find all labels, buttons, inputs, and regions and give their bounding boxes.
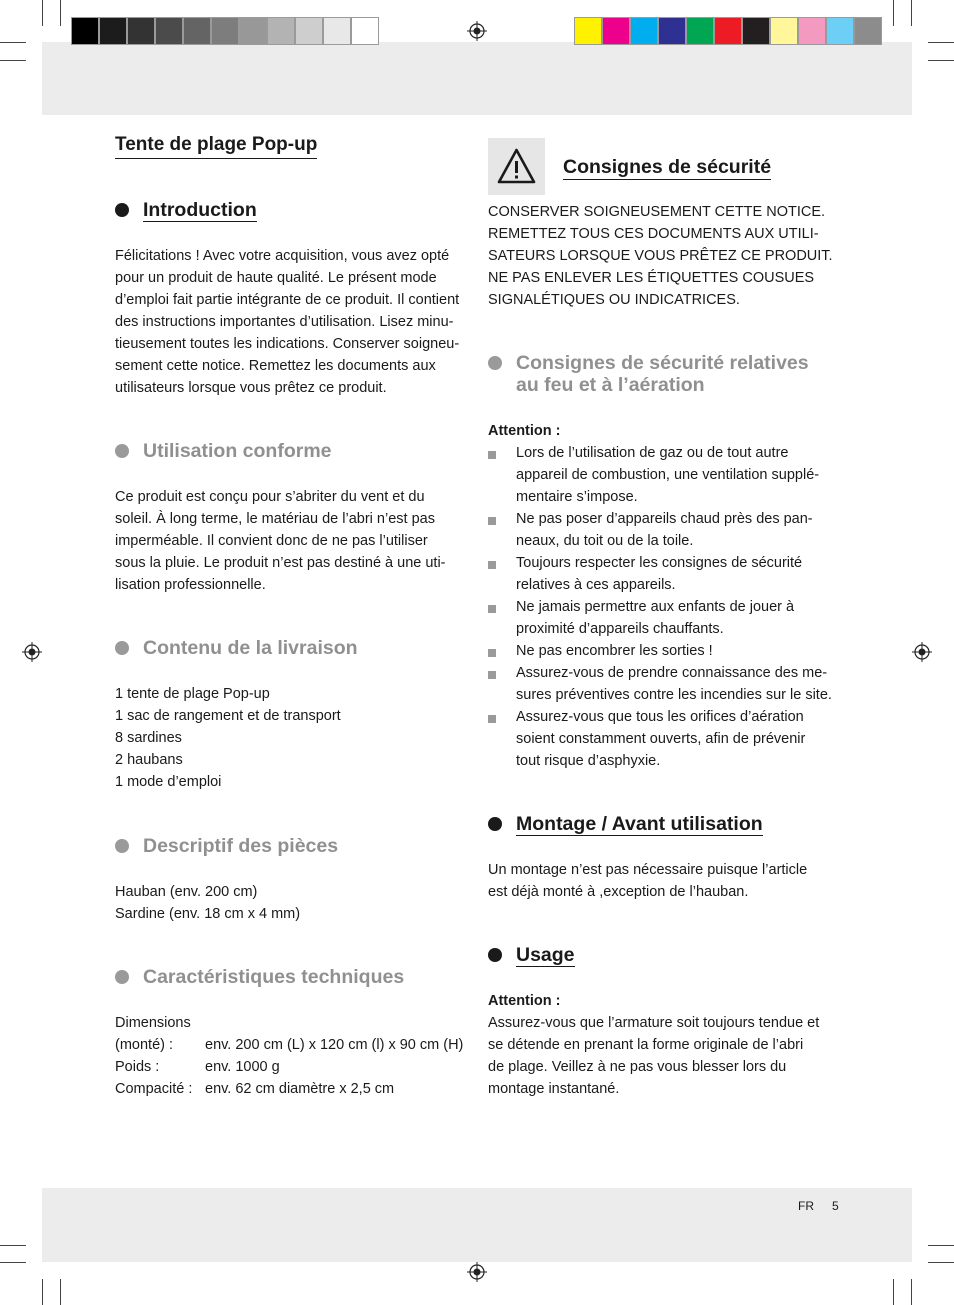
bullet-line: Ne pas encombrer les sorties ! — [516, 643, 713, 659]
bullet-line: appareil de combustion, une ventilation supplé- — [516, 467, 820, 483]
bullet-dot-icon — [488, 948, 502, 962]
color-swatch — [714, 17, 742, 45]
page-number: 5 — [832, 1199, 839, 1213]
process-color-bar — [574, 17, 882, 46]
text-line: lisation professionnelle. — [115, 577, 266, 593]
crop-mark — [893, 0, 894, 26]
text-line: SATEURS LORSQUE VOUS PRÊTEZ CE PRODUIT. — [488, 248, 833, 264]
bullet-line: Assurez-vous de prendre connaissance des me- — [516, 665, 828, 681]
bullet-line: Toujours respecter les consignes de sécurité — [516, 555, 803, 571]
color-swatch — [630, 17, 658, 45]
color-swatch — [854, 17, 882, 45]
bullet-item — [488, 706, 848, 772]
fire-safety-list — [488, 442, 848, 772]
text-line: REMETTEZ TOUS CES DOCUMENTS AUX UTILI- — [488, 226, 819, 242]
bullet-dot-icon — [488, 356, 502, 370]
text-line: utilisateurs lorsque vous prêtez ce produit. — [115, 380, 387, 396]
color-swatch — [602, 17, 630, 45]
bullet-item — [488, 508, 848, 552]
color-swatch — [770, 17, 798, 45]
specs-row — [115, 1056, 475, 1078]
gray-swatch — [323, 17, 351, 45]
square-bullet-icon — [488, 715, 496, 723]
crop-mark — [928, 1245, 954, 1246]
section-heading-utilisation — [115, 440, 332, 462]
crop-mark — [0, 1262, 26, 1263]
section-heading-montage — [488, 813, 763, 836]
gray-color-bar — [71, 17, 379, 46]
bullet-item — [488, 596, 848, 640]
bullet-dot-icon — [488, 817, 502, 831]
footer-band — [42, 1188, 912, 1262]
list-item: 1 sac de rangement et de transport — [115, 708, 341, 724]
gray-swatch — [155, 17, 183, 45]
crop-mark — [911, 0, 912, 26]
bullet-dot-icon — [115, 641, 129, 655]
bullet-dot-icon — [115, 970, 129, 984]
safety-notice-text — [488, 201, 848, 311]
square-bullet-icon — [488, 561, 496, 569]
heading-line: Consignes de sécurité relatives — [516, 352, 809, 374]
bullet-line: Assurez-vous que tous les orifices d’aération — [516, 709, 804, 725]
color-swatch — [742, 17, 770, 45]
crop-mark — [928, 60, 954, 61]
text-line: est déjà monté à ,exception de l’hauban. — [488, 884, 749, 900]
list-item: 8 sardines — [115, 730, 182, 746]
square-bullet-icon — [488, 517, 496, 525]
gray-swatch — [295, 17, 323, 45]
text-line: montage instantané. — [488, 1081, 620, 1097]
gray-swatch — [211, 17, 239, 45]
text-line: Ce produit est conçu pour s’abriter du vent et du — [115, 489, 425, 505]
square-bullet-icon — [488, 451, 496, 459]
section-heading-usage — [488, 944, 575, 967]
text-line: NE PAS ENLEVER LES ÉTIQUETTES COUSUES — [488, 270, 815, 286]
section-heading-contenu — [115, 637, 358, 659]
bullet-line: Ne jamais permettre aux enfants de jouer à — [516, 599, 795, 615]
document-title: Tente de plage Pop-up — [115, 132, 317, 159]
crop-mark — [42, 0, 43, 26]
text-line: Assurez-vous que l’armature soit toujours tendue et — [488, 1015, 820, 1031]
bullet-item — [488, 442, 848, 508]
crop-mark — [0, 60, 26, 61]
text-line: se détende en prenant la forme originale de l’abri — [488, 1037, 804, 1053]
crop-mark — [60, 1279, 61, 1305]
registration-mark-icon — [467, 1262, 487, 1282]
spec-value: env. 62 cm diamètre x 2,5 cm — [205, 1081, 395, 1097]
contenu-list — [115, 683, 467, 793]
color-swatch — [826, 17, 854, 45]
specs-row — [115, 1034, 475, 1056]
bullet-line: soient constamment ouverts, afin de prévenir — [516, 731, 806, 747]
text-line: CONSERVER SOIGNEUSEMENT CETTE NOTICE. — [488, 204, 826, 220]
registration-mark-icon — [912, 642, 932, 662]
heading-text: Caractéristiques techniques — [143, 966, 405, 988]
text-line: Un montage n’est pas nécessaire puisque l’article — [488, 862, 808, 878]
heading-text: Introduction — [143, 199, 257, 221]
text-line: SIGNALÉTIQUES OU INDICATRICES. — [488, 292, 740, 308]
gray-swatch — [99, 17, 127, 45]
gray-swatch — [127, 17, 155, 45]
language-code: FR — [798, 1199, 814, 1213]
introduction-text — [115, 245, 467, 399]
text-line: pour un produit de haute qualité. Le présent mode — [115, 270, 437, 286]
utilisation-text — [115, 486, 467, 596]
registration-mark-icon — [22, 642, 42, 662]
bullet-line: sures préventives contre les incendies sur le site. — [516, 687, 832, 703]
bullet-item — [488, 640, 848, 662]
bullet-dot-icon — [115, 444, 129, 458]
bullet-line: proximité d’appareils chauffants. — [516, 621, 724, 637]
bullet-item — [488, 662, 848, 706]
text-line: tieusement toutes les indications. Conserver soigneu- — [115, 336, 460, 352]
square-bullet-icon — [488, 671, 496, 679]
text-line: imperméable. Il convient donc de ne pas l’utiliser — [115, 533, 428, 549]
bullet-dot-icon — [115, 203, 129, 217]
heading-line: au feu et à l’aération — [516, 374, 705, 396]
header-band — [42, 42, 912, 115]
montage-text — [488, 859, 848, 903]
list-item: 1 tente de plage Pop-up — [115, 686, 270, 702]
spec-value: env. 200 cm (L) x 120 cm (l) x 90 cm (H) — [205, 1037, 464, 1053]
registration-mark-icon — [467, 21, 487, 41]
specs-row — [115, 1078, 475, 1100]
warning-icon-box — [488, 138, 545, 195]
bullet-line: tout risque d’asphyxie. — [516, 753, 661, 769]
crop-mark — [42, 1279, 43, 1305]
heading-text: Contenu de la livraison — [143, 637, 358, 659]
color-swatch — [574, 17, 602, 45]
gray-swatch — [267, 17, 295, 45]
color-swatch — [798, 17, 826, 45]
section-heading-caracteristiques — [115, 966, 404, 988]
safety-heading: Consignes de sécurité — [563, 156, 772, 178]
list-item: 2 haubans — [115, 752, 183, 768]
bullet-line: mentaire s’impose. — [516, 489, 638, 505]
heading-text: Descriptif des pièces — [143, 835, 339, 857]
list-item: 1 mode d’emploi — [115, 774, 222, 790]
text-line: soleil. À long terme, le matériau de l’abri n’est pas — [115, 511, 435, 527]
descriptif-list — [115, 881, 467, 925]
spec-key: Compacité : — [115, 1081, 193, 1097]
text-line: Félicitations ! Avec votre acquisition, vous avez opté — [115, 248, 450, 264]
spec-key: (monté) : — [115, 1037, 174, 1053]
bullet-dot-icon — [115, 839, 129, 853]
color-swatch — [686, 17, 714, 45]
heading-text: Usage — [516, 944, 575, 966]
crop-mark — [893, 1279, 894, 1305]
specs-dimensions-label: Dimensions — [115, 1015, 191, 1031]
attention-label: Attention : — [488, 423, 561, 439]
text-line: sement cette notice. Remettez les documents aux — [115, 358, 436, 374]
square-bullet-icon — [488, 605, 496, 613]
bullet-item — [488, 552, 848, 596]
section-heading-fire-safety — [488, 352, 809, 396]
bullet-line: Lors de l’utilisation de gaz ou de tout autre — [516, 445, 789, 461]
section-heading-introduction — [115, 199, 257, 222]
text-line: d’emploi fait partie intégrante de ce produit. Il contient — [115, 292, 460, 308]
crop-mark — [60, 0, 61, 26]
attention-label: Attention : — [488, 993, 561, 1009]
text-line: de plage. Veillez à ne pas vous blesser lors du — [488, 1059, 787, 1075]
crop-mark — [928, 1262, 954, 1263]
gray-swatch — [351, 17, 379, 45]
spec-value: env. 1000 g — [205, 1059, 280, 1075]
bullet-line: Ne pas poser d’appareils chaud près des pan- — [516, 511, 813, 527]
crop-mark — [0, 1245, 26, 1246]
crop-mark — [911, 1279, 912, 1305]
gray-swatch — [71, 17, 99, 45]
text-line: sous la pluie. Le produit n’est pas destiné à une uti- — [115, 555, 446, 571]
heading-text: Montage / Avant utilisation — [516, 813, 763, 835]
heading-text — [516, 352, 809, 396]
list-item: Sardine (env. 18 cm x 4 mm) — [115, 906, 301, 922]
warning-triangle-icon — [488, 138, 545, 195]
crop-mark — [0, 42, 26, 43]
spec-key: Poids : — [115, 1059, 160, 1075]
bullet-line: neaux, du toit ou de la toile. — [516, 533, 694, 549]
square-bullet-icon — [488, 649, 496, 657]
color-swatch — [658, 17, 686, 45]
crop-mark — [928, 42, 954, 43]
gray-swatch — [183, 17, 211, 45]
usage-text — [488, 1012, 848, 1100]
list-item: Hauban (env. 200 cm) — [115, 884, 258, 900]
gray-swatch — [239, 17, 267, 45]
heading-text: Utilisation conforme — [143, 440, 332, 462]
text-line: des instructions importantes d’utilisation. Lisez minu- — [115, 314, 454, 330]
specs-table — [115, 1012, 475, 1100]
bullet-line: relatives à ces appareils. — [516, 577, 676, 593]
section-heading-descriptif — [115, 835, 338, 857]
page-footer — [798, 1196, 839, 1216]
